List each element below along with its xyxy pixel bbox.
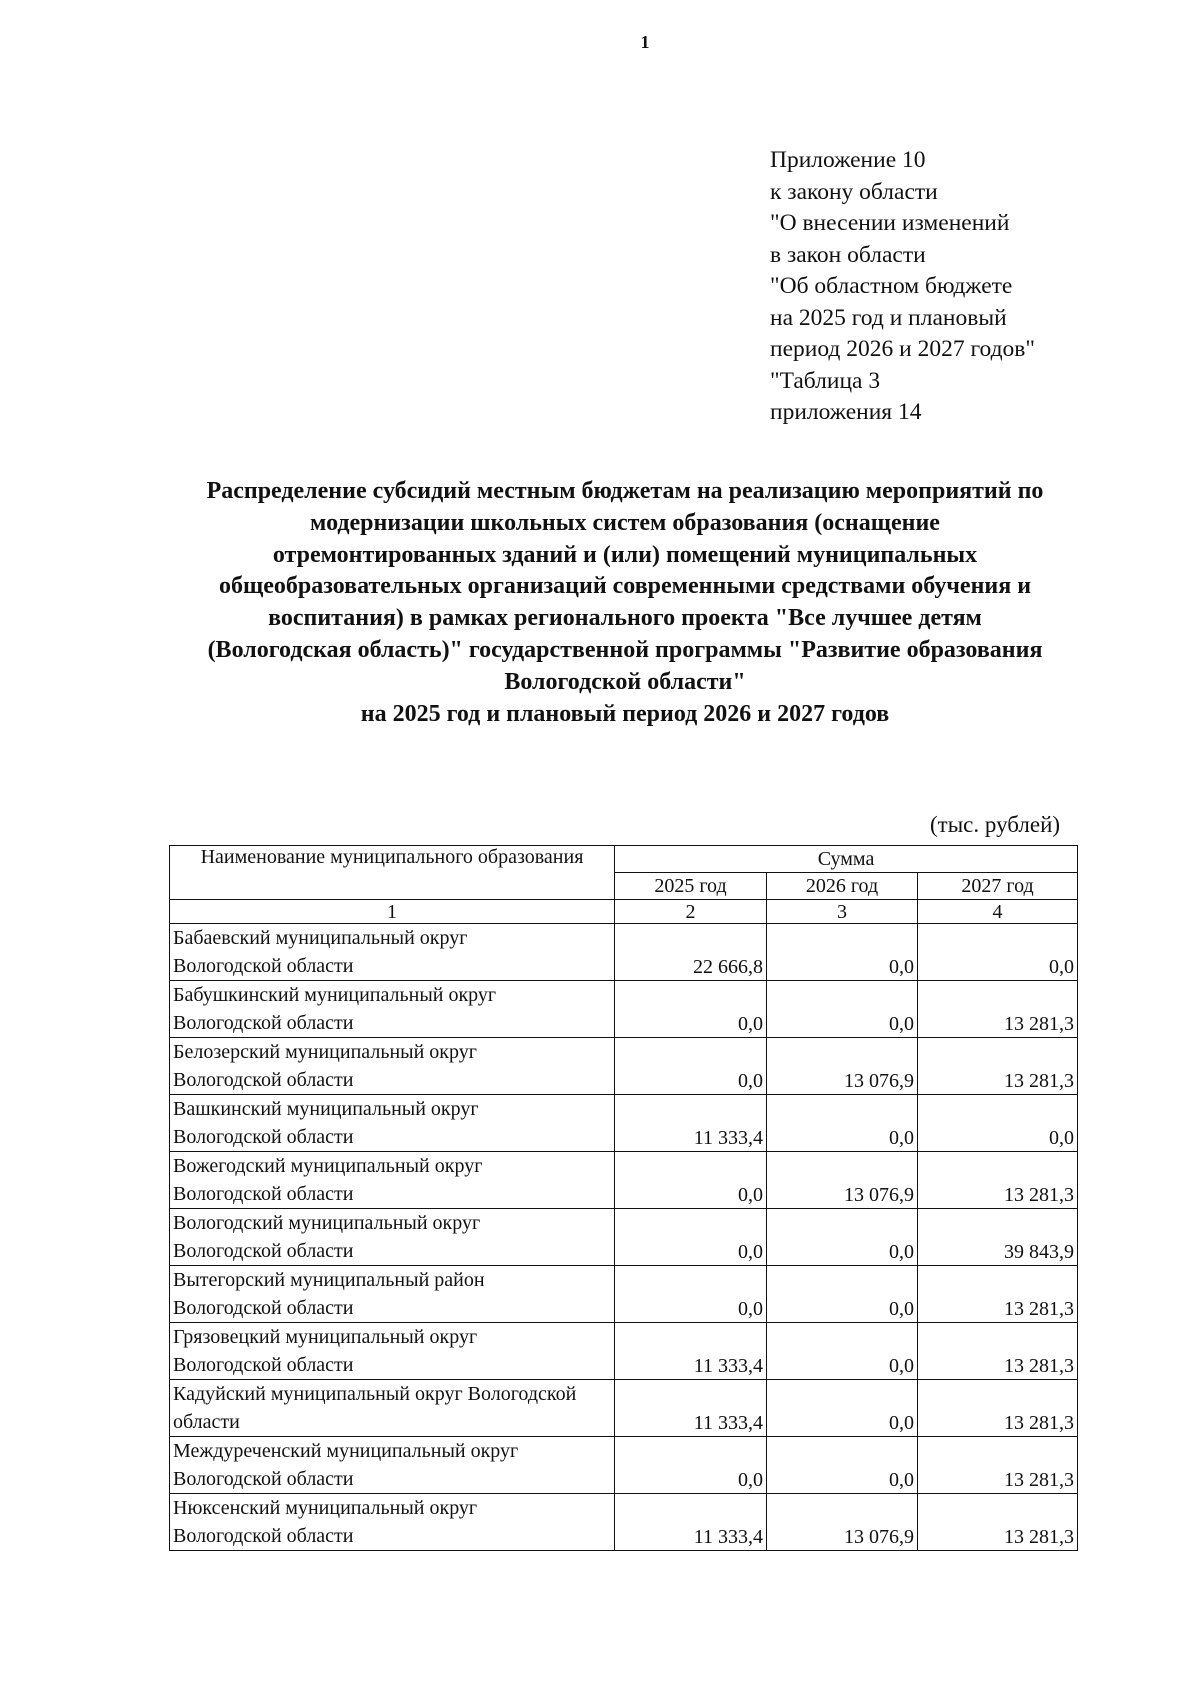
header-municipality: Наименование муниципального образования <box>170 846 615 900</box>
municipality-name: Вашкинский муниципальный округ Вологодской области <box>170 1095 615 1152</box>
header-year-2027: 2027 год <box>918 873 1078 900</box>
value-2027: 13 281,3 <box>918 1323 1078 1380</box>
value-2025: 11 333,4 <box>615 1323 767 1380</box>
title-line: на 2025 год и плановый период 2026 и 2027 годов <box>360 700 890 727</box>
municipality-name: Белозерский муниципальный округ Вологодской области <box>170 1038 615 1095</box>
value-2025: 22 666,8 <box>615 924 767 981</box>
value-2025: 11 333,4 <box>615 1380 767 1437</box>
value-2025: 11 333,4 <box>615 1095 767 1152</box>
table-row <box>170 1437 1078 1494</box>
value-2026: 0,0 <box>767 1323 918 1380</box>
appendix-line: к закону области <box>770 178 938 205</box>
table-row <box>170 1095 1078 1152</box>
appendix-line: Приложение 10 <box>770 147 926 173</box>
column-number: 1 <box>170 900 615 924</box>
title-line: отремонтированных зданий и (или) помещений муниципальных <box>272 541 978 568</box>
table-row <box>170 1209 1078 1266</box>
document-title <box>170 476 1080 730</box>
value-2027: 0,0 <box>918 924 1078 981</box>
table-row <box>170 1152 1078 1209</box>
value-2025: 11 333,4 <box>615 1494 767 1551</box>
value-2027: 13 281,3 <box>918 1152 1078 1209</box>
title-line: Распределение субсидий местным бюджетам на реализацию мероприятий по <box>206 478 1044 504</box>
appendix-line: в закон области <box>770 241 926 268</box>
value-2025: 0,0 <box>615 1038 767 1095</box>
title-line: Вологодской области" <box>504 668 746 695</box>
value-2026: 13 076,9 <box>767 1494 918 1551</box>
value-2025: 0,0 <box>615 1152 767 1209</box>
municipality-name: Бабушкинский муниципальный округ Вологодской области <box>170 981 615 1038</box>
value-2027: 39 843,9 <box>918 1209 1078 1266</box>
value-2026: 13 076,9 <box>767 1038 918 1095</box>
table-row <box>170 1380 1078 1437</box>
value-2027: 13 281,3 <box>918 1437 1078 1494</box>
table-row <box>170 1266 1078 1323</box>
header-year-2025: 2025 год <box>615 873 767 900</box>
title-line: (Вологодская область)" государственной программы "Развитие образования <box>207 636 1043 663</box>
column-number: 2 <box>615 900 767 924</box>
value-2026: 0,0 <box>767 1437 918 1494</box>
value-2027: 13 281,3 <box>918 1038 1078 1095</box>
appendix-line: "Об областном бюджете <box>770 273 1013 299</box>
value-2026: 0,0 <box>767 1266 918 1323</box>
value-2026: 0,0 <box>767 981 918 1038</box>
column-number: 3 <box>767 900 918 924</box>
table-row <box>170 924 1078 981</box>
appendix-block <box>770 145 1035 429</box>
header-sum: Сумма <box>615 846 1078 873</box>
value-2026: 0,0 <box>767 1095 918 1152</box>
appendix-line: период 2026 и 2027 годов" <box>770 336 1035 362</box>
value-2027: 13 281,3 <box>918 1494 1078 1551</box>
value-2027: 13 281,3 <box>918 1380 1078 1437</box>
value-2026: 0,0 <box>767 1380 918 1437</box>
value-2026: 13 076,9 <box>767 1152 918 1209</box>
title-line: воспитания) в рамках регионального проекта "Все лучшее детям <box>268 605 982 632</box>
municipality-name: Вожегодский муниципальный округ Вологодской области <box>170 1152 615 1209</box>
value-2027: 13 281,3 <box>918 1266 1078 1323</box>
header-year-2026: 2026 год <box>767 873 918 900</box>
appendix-line: "О внесении изменений <box>770 210 1010 236</box>
municipality-name: Нюксенский муниципальный округ Вологодской области <box>170 1494 615 1551</box>
unit-label: (тыс. рублей) <box>930 812 1061 837</box>
table-row <box>170 1038 1078 1095</box>
column-number: 4 <box>918 900 1078 924</box>
municipality-name: Грязовецкий муниципальный округ Вологодской области <box>170 1323 615 1380</box>
municipality-name: Кадуйский муниципальный округ Вологодской области <box>170 1380 615 1437</box>
value-2025: 0,0 <box>615 981 767 1038</box>
appendix-line: приложения 14 <box>770 399 922 425</box>
municipality-name: Вытегорский муниципальный район Вологодской области <box>170 1266 615 1323</box>
title-line: модернизации школьных систем образования (оснащение <box>310 509 940 536</box>
value-2027: 0,0 <box>918 1095 1078 1152</box>
municipality-name: Бабаевский муниципальный округ Вологодской области <box>170 924 615 981</box>
table-row <box>170 1323 1078 1380</box>
appendix-line: на 2025 год и плановый <box>770 304 1007 331</box>
title-line: общеобразовательных организаций современными средствами обучения и <box>218 573 1032 600</box>
value-2026: 0,0 <box>767 1209 918 1266</box>
value-2025: 0,0 <box>615 1209 767 1266</box>
value-2025: 0,0 <box>615 1266 767 1323</box>
value-2026: 0,0 <box>767 924 918 981</box>
appendix-line: "Таблица 3 <box>770 367 881 394</box>
municipality-name: Вологодский муниципальный округ Вологодской области <box>170 1209 615 1266</box>
table-row <box>170 981 1078 1038</box>
table-row <box>170 1494 1078 1551</box>
subsidy-table <box>169 845 1078 1551</box>
page-number: 1 <box>640 32 650 52</box>
table-body <box>170 924 1078 1551</box>
municipality-name: Междуреченский муниципальный округ Вологодской области <box>170 1437 615 1494</box>
value-2025: 0,0 <box>615 1437 767 1494</box>
value-2027: 13 281,3 <box>918 981 1078 1038</box>
